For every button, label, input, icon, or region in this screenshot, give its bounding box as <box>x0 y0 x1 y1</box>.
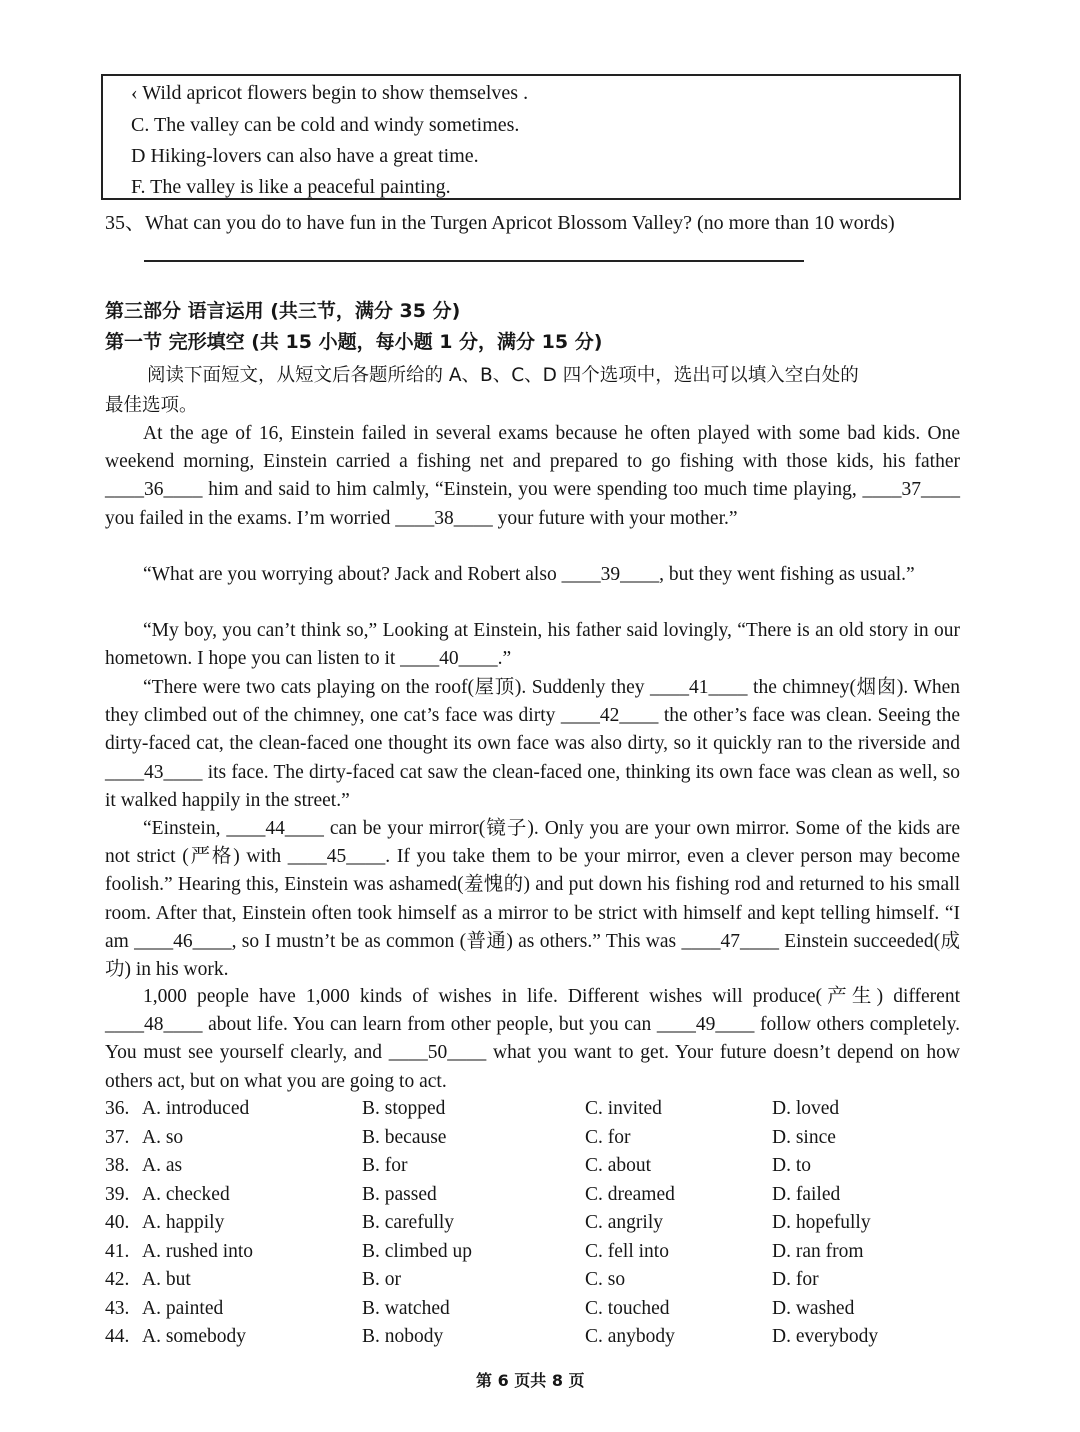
option-d[interactable]: D. everybody <box>772 1326 879 1347</box>
options-box <box>101 74 961 200</box>
option-b[interactable]: B. passed <box>362 1184 437 1205</box>
option-a[interactable]: A. introduced <box>142 1098 250 1119</box>
option-b[interactable]: B. nobody <box>362 1326 444 1347</box>
option-c[interactable]: C. about <box>585 1155 652 1176</box>
option-row <box>105 1241 965 1269</box>
option-b[interactable]: B. because <box>362 1127 447 1148</box>
option-a[interactable]: A. so <box>142 1127 184 1148</box>
option-number: 39. <box>105 1184 130 1205</box>
option-c[interactable]: C. anybody <box>585 1326 675 1347</box>
option-a[interactable]: A. but <box>142 1269 191 1290</box>
option-c[interactable]: C. invited <box>585 1098 662 1119</box>
option-a[interactable]: A. checked <box>142 1184 230 1205</box>
option-c[interactable]: C. dreamed <box>585 1184 675 1205</box>
option-number: 36. <box>105 1098 130 1119</box>
option-number: 37. <box>105 1127 130 1148</box>
option-row <box>105 1155 965 1183</box>
instruction-line-1: 阅读下面短文，从短文后各题所给的 A、B、C、D 四个选项中，选出可以填入空白处的 <box>147 365 859 386</box>
option-number: 43. <box>105 1298 130 1319</box>
option-b[interactable]: B. climbed up <box>362 1241 472 1262</box>
option-row <box>105 1298 965 1326</box>
passage-paragraph-1: At the age of 16, Einstein failed in several exams because he often played with some bad kids. One weekend morning, Einstein carried a fishing net and prepared to go fishing with those kids, his father ____36____ him and said to him calmly, “Einstein, you were spending too much time playing, ____37____ you failed in the exams. I’m worried ____38____ your future with your mother.” <box>105 423 960 529</box>
option-b[interactable]: B. or <box>362 1269 401 1290</box>
option-c[interactable]: C. fell into <box>585 1241 669 1262</box>
option-row <box>105 1326 965 1354</box>
section-title: 第三部分 语言运用 (共三节，满分 35 分) <box>105 300 461 322</box>
option-a[interactable]: A. painted <box>142 1298 224 1319</box>
passage-paragraph-4: “There were two cats playing on the roof(屋顶). Suddenly they ____41____ the chimney(烟囱). When they climbed out of the chimney, one cat’s face was dirty ____42____ the other’s face was clean. Seeing the dirty-faced cat, the clean-faced one thought its own face was also dirty, so it quickly ran to the riverside and ____43____ its face. The dirty-faced cat saw the clean-faced one, thinking its own face was clean as well, so it walked happily in the street.” <box>105 677 960 811</box>
option-a[interactable]: A. as <box>142 1155 183 1176</box>
option-row <box>105 1127 965 1155</box>
box-option-c: C. The valley can be cold and windy sometimes. <box>131 114 520 136</box>
box-option-d: D Hiking-lovers can also have a great time. <box>131 145 479 167</box>
option-row <box>105 1184 965 1212</box>
option-d[interactable]: D. hopefully <box>772 1212 871 1233</box>
option-number: 44. <box>105 1326 130 1347</box>
option-c[interactable]: C. angrily <box>585 1212 663 1233</box>
option-b[interactable]: B. stopped <box>362 1098 446 1119</box>
box-option-b: ‹ Wild apricot flowers begin to show themselves . <box>131 82 529 104</box>
option-c[interactable]: C. for <box>585 1127 631 1148</box>
passage-paragraph-6: 1,000 people have 1,000 kinds of wishes in life. Different wishes will produce(产生) different ____48____ about life. You can learn from other people, but you can ____49____ follow others completely. You must see yourself clearly, and ____50____ what you want to get. Your future doesn’t depend on how others act, but on what you are going to act. <box>105 986 960 1092</box>
option-d[interactable]: D. since <box>772 1127 836 1148</box>
answer-line[interactable] <box>144 260 804 262</box>
option-d[interactable]: D. loved <box>772 1098 840 1119</box>
option-a[interactable]: A. somebody <box>142 1326 246 1347</box>
option-a[interactable]: A. rushed into <box>142 1241 254 1262</box>
box-option-f: F. The valley is like a peaceful painting. <box>131 176 451 198</box>
option-number: 42. <box>105 1269 130 1290</box>
option-d[interactable]: D. failed <box>772 1184 841 1205</box>
option-number: 38. <box>105 1155 130 1176</box>
page-footer: 第 6 页共 8 页 <box>476 1371 585 1390</box>
option-d[interactable]: D. for <box>772 1269 819 1290</box>
question-35: 35、What can you do to have fun in the Turgen Apricot Blossom Valley? (no more than 10 words) <box>105 212 895 234</box>
option-a[interactable]: A. happily <box>142 1212 225 1233</box>
option-c[interactable]: C. touched <box>585 1298 670 1319</box>
instruction-line-2: 最佳选项。 <box>105 395 198 416</box>
option-d[interactable]: D. ran from <box>772 1241 864 1262</box>
option-row <box>105 1098 965 1126</box>
option-number: 41. <box>105 1241 130 1262</box>
subsection-title: 第一节 完形填空 (共 15 小题，每小题 1 分，满分 15 分) <box>105 331 603 353</box>
option-b[interactable]: B. watched <box>362 1298 450 1319</box>
option-d[interactable]: D. washed <box>772 1298 855 1319</box>
option-c[interactable]: C. so <box>585 1269 626 1290</box>
option-b[interactable]: B. for <box>362 1155 408 1176</box>
passage-paragraph-5: “Einstein, ____44____ can be your mirror(镜子). Only you are your own mirror. Some of the kids are not strict (严格) with ____45____. If you take them to be your mirror, even a clever person may become foolish.” Hearing this, Einstein was ashamed(羞愧的) and put down his fishing rod and returned to his small room. After that, Einstein often took himself as a mirror to be strict with himself and kept telling himself. “I am ____46____, so I mustn’t be as common (普通) as others.” This was ____47____ Einstein succeeded(成功) in his work. <box>105 818 960 981</box>
option-b[interactable]: B. carefully <box>362 1212 455 1233</box>
option-row <box>105 1212 965 1240</box>
option-d[interactable]: D. to <box>772 1155 811 1176</box>
option-row <box>105 1269 965 1297</box>
passage-paragraph-3: “My boy, you can’t think so,” Looking at Einstein, his father said lovingly, “There is an old story in our hometown. I hope you can listen to it ____40____.” <box>105 620 960 670</box>
passage-paragraph-2: “What are you worrying about? Jack and Robert also ____39____, but they went fishing as usual.” <box>143 564 915 585</box>
option-number: 40. <box>105 1212 130 1233</box>
